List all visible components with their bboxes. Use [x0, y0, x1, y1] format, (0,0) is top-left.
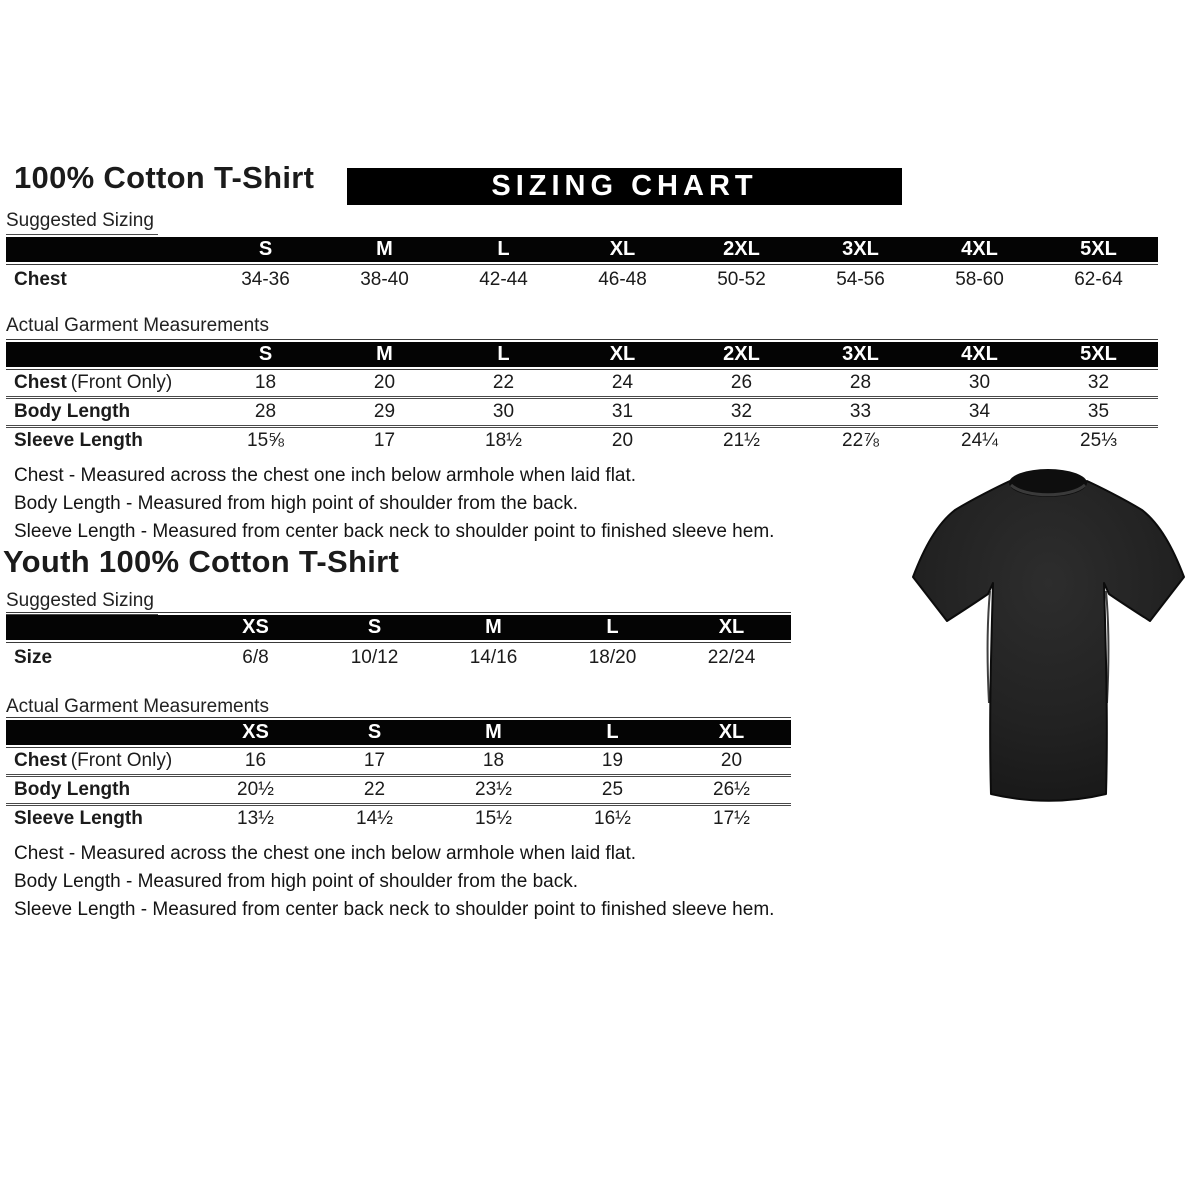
row-label: Chest — [14, 269, 67, 290]
sizing-chart-banner-text: SIZING CHART — [491, 170, 758, 202]
cell: 19 — [601, 750, 624, 771]
header-cell: 4XL — [961, 238, 998, 260]
cell: 30 — [968, 372, 991, 393]
header-cell: 3XL — [842, 343, 879, 365]
cell: 17 — [363, 750, 386, 771]
youth-actual-measurements-label: Actual Garment Measurements — [6, 696, 269, 717]
cell: 42-44 — [479, 269, 528, 290]
adult-actual-measurements-label: Actual Garment Measurements — [6, 315, 269, 336]
cell: 17½ — [713, 808, 750, 829]
tshirt-image — [893, 463, 1200, 815]
cell: 16½ — [594, 808, 631, 829]
table-row-chest — [6, 370, 1158, 396]
cell: 32 — [730, 401, 753, 422]
header-cell: XL — [718, 616, 745, 638]
cell: 13½ — [237, 808, 274, 829]
tshirt-collar — [1009, 469, 1087, 497]
table-row-body-length — [6, 399, 1158, 425]
header-cell: M — [376, 343, 393, 365]
header-cell: M — [485, 616, 502, 638]
table-row-sleeve-length — [6, 806, 791, 832]
header-cell: L — [606, 721, 619, 743]
header-cell: S — [367, 616, 382, 638]
header-cell: S — [258, 343, 273, 365]
youth-section-title: Youth 100% Cotton T-Shirt — [3, 544, 400, 579]
sizing-chart-banner — [347, 168, 902, 205]
cell: 26 — [730, 372, 753, 393]
cell: 22⅞ — [842, 430, 879, 451]
cell: 17 — [373, 430, 396, 451]
cell: 25 — [601, 779, 624, 800]
cell: 22 — [492, 372, 515, 393]
cell: 15⅝ — [247, 430, 284, 451]
header-cell: M — [485, 721, 502, 743]
cell: 30 — [492, 401, 515, 422]
cell: 20½ — [237, 779, 274, 800]
cell: 18 — [482, 750, 505, 771]
row-label: Sleeve Length — [14, 808, 143, 829]
cell: 24¼ — [961, 430, 998, 451]
row-label-suffix: (Front Only) — [70, 750, 173, 771]
cell: 34-36 — [241, 269, 290, 290]
page-title: 100% Cotton T-Shirt — [14, 160, 315, 195]
header-cell: 3XL — [842, 238, 879, 260]
youth-actual-header-row — [6, 720, 791, 745]
row-label: Body Length — [14, 401, 131, 422]
youth-actual-measurements-table — [6, 717, 791, 832]
cell: 18 — [254, 372, 277, 393]
adult-measurement-notes — [14, 462, 774, 546]
cell: 32 — [1087, 372, 1110, 393]
youth-suggested-sizing-table — [6, 612, 791, 673]
cell: 20 — [720, 750, 743, 771]
cell: 18/20 — [588, 647, 637, 668]
note-chest: Chest - Measured across the chest one inch below armhole when laid flat. — [14, 465, 637, 486]
cell: 50-52 — [717, 269, 766, 290]
table-row-chest-range — [6, 265, 1158, 295]
adult-actual-measurements-table — [6, 339, 1158, 454]
note-body-length: Body Length - Measured from high point of shoulder from the back. — [14, 871, 578, 892]
header-cell: XL — [609, 238, 636, 260]
cell: 54-56 — [836, 269, 885, 290]
header-cell: M — [376, 238, 393, 260]
youth-suggested-sizing-label: Suggested Sizing — [6, 590, 158, 615]
header-cell: 5XL — [1080, 238, 1117, 260]
header-cell: 4XL — [961, 343, 998, 365]
adult-suggested-sizing-label: Suggested Sizing — [6, 210, 158, 235]
cell: 15½ — [475, 808, 512, 829]
table-row-size — [6, 643, 791, 673]
header-cell: XS — [242, 721, 269, 743]
row-label: Chest — [14, 750, 67, 771]
cell: 24 — [611, 372, 634, 393]
note-chest: Chest - Measured across the chest one inch below armhole when laid flat. — [14, 843, 637, 864]
header-cell: XL — [718, 721, 745, 743]
note-body-length: Body Length - Measured from high point of shoulder from the back. — [14, 493, 578, 514]
cell: 31 — [611, 401, 634, 422]
row-label-suffix: (Front Only) — [70, 372, 173, 393]
header-cell: 2XL — [723, 343, 760, 365]
cell: 28 — [849, 372, 872, 393]
cell: 58-60 — [955, 269, 1004, 290]
cell: 14/16 — [469, 647, 518, 668]
cell: 14½ — [356, 808, 393, 829]
cell: 29 — [373, 401, 396, 422]
youth-suggested-header-row — [6, 615, 791, 640]
tshirt-sleeve-crease-left — [988, 591, 990, 703]
row-label: Chest — [14, 372, 67, 393]
header-cell: 2XL — [723, 238, 760, 260]
cell: 10/12 — [350, 647, 399, 668]
cell: 25⅓ — [1080, 430, 1117, 451]
youth-measurement-notes — [14, 840, 774, 924]
row-label: Body Length — [14, 779, 131, 800]
cell: 21½ — [723, 430, 760, 451]
cell: 35 — [1087, 401, 1110, 422]
tshirt-body — [913, 481, 1184, 801]
cell: 62-64 — [1074, 269, 1123, 290]
tshirt-graphic — [893, 463, 1200, 815]
row-label: Size — [14, 647, 53, 668]
note-sleeve-length: Sleeve Length - Measured from center back neck to shoulder point to finished sleeve hem. — [14, 521, 775, 542]
header-cell: XS — [242, 616, 269, 638]
note-sleeve-length: Sleeve Length - Measured from center back neck to shoulder point to finished sleeve hem. — [14, 899, 775, 920]
header-cell: L — [606, 616, 619, 638]
adult-suggested-sizing-table — [6, 237, 1158, 295]
cell: 18½ — [485, 430, 522, 451]
header-cell: 5XL — [1080, 343, 1117, 365]
header-cell: XL — [609, 343, 636, 365]
cell: 22 — [363, 779, 386, 800]
cell: 16 — [244, 750, 267, 771]
table-row-body-length — [6, 777, 791, 803]
cell: 38-40 — [360, 269, 409, 290]
cell: 34 — [968, 401, 991, 422]
table-row-chest — [6, 748, 791, 774]
cell: 22/24 — [707, 647, 756, 668]
adult-actual-header-row — [6, 342, 1158, 367]
header-cell: S — [258, 238, 273, 260]
header-cell: L — [497, 343, 510, 365]
cell: 26½ — [713, 779, 750, 800]
cell: 46-48 — [598, 269, 647, 290]
cell: 20 — [611, 430, 634, 451]
cell: 20 — [373, 372, 396, 393]
table-row-sleeve-length — [6, 428, 1158, 454]
cell: 23½ — [475, 779, 512, 800]
cell: 33 — [849, 401, 872, 422]
cell: 28 — [254, 401, 277, 422]
header-cell: L — [497, 238, 510, 260]
row-label: Sleeve Length — [14, 430, 143, 451]
header-cell: S — [367, 721, 382, 743]
adult-suggested-header-row — [6, 237, 1158, 262]
cell: 6/8 — [242, 647, 269, 668]
